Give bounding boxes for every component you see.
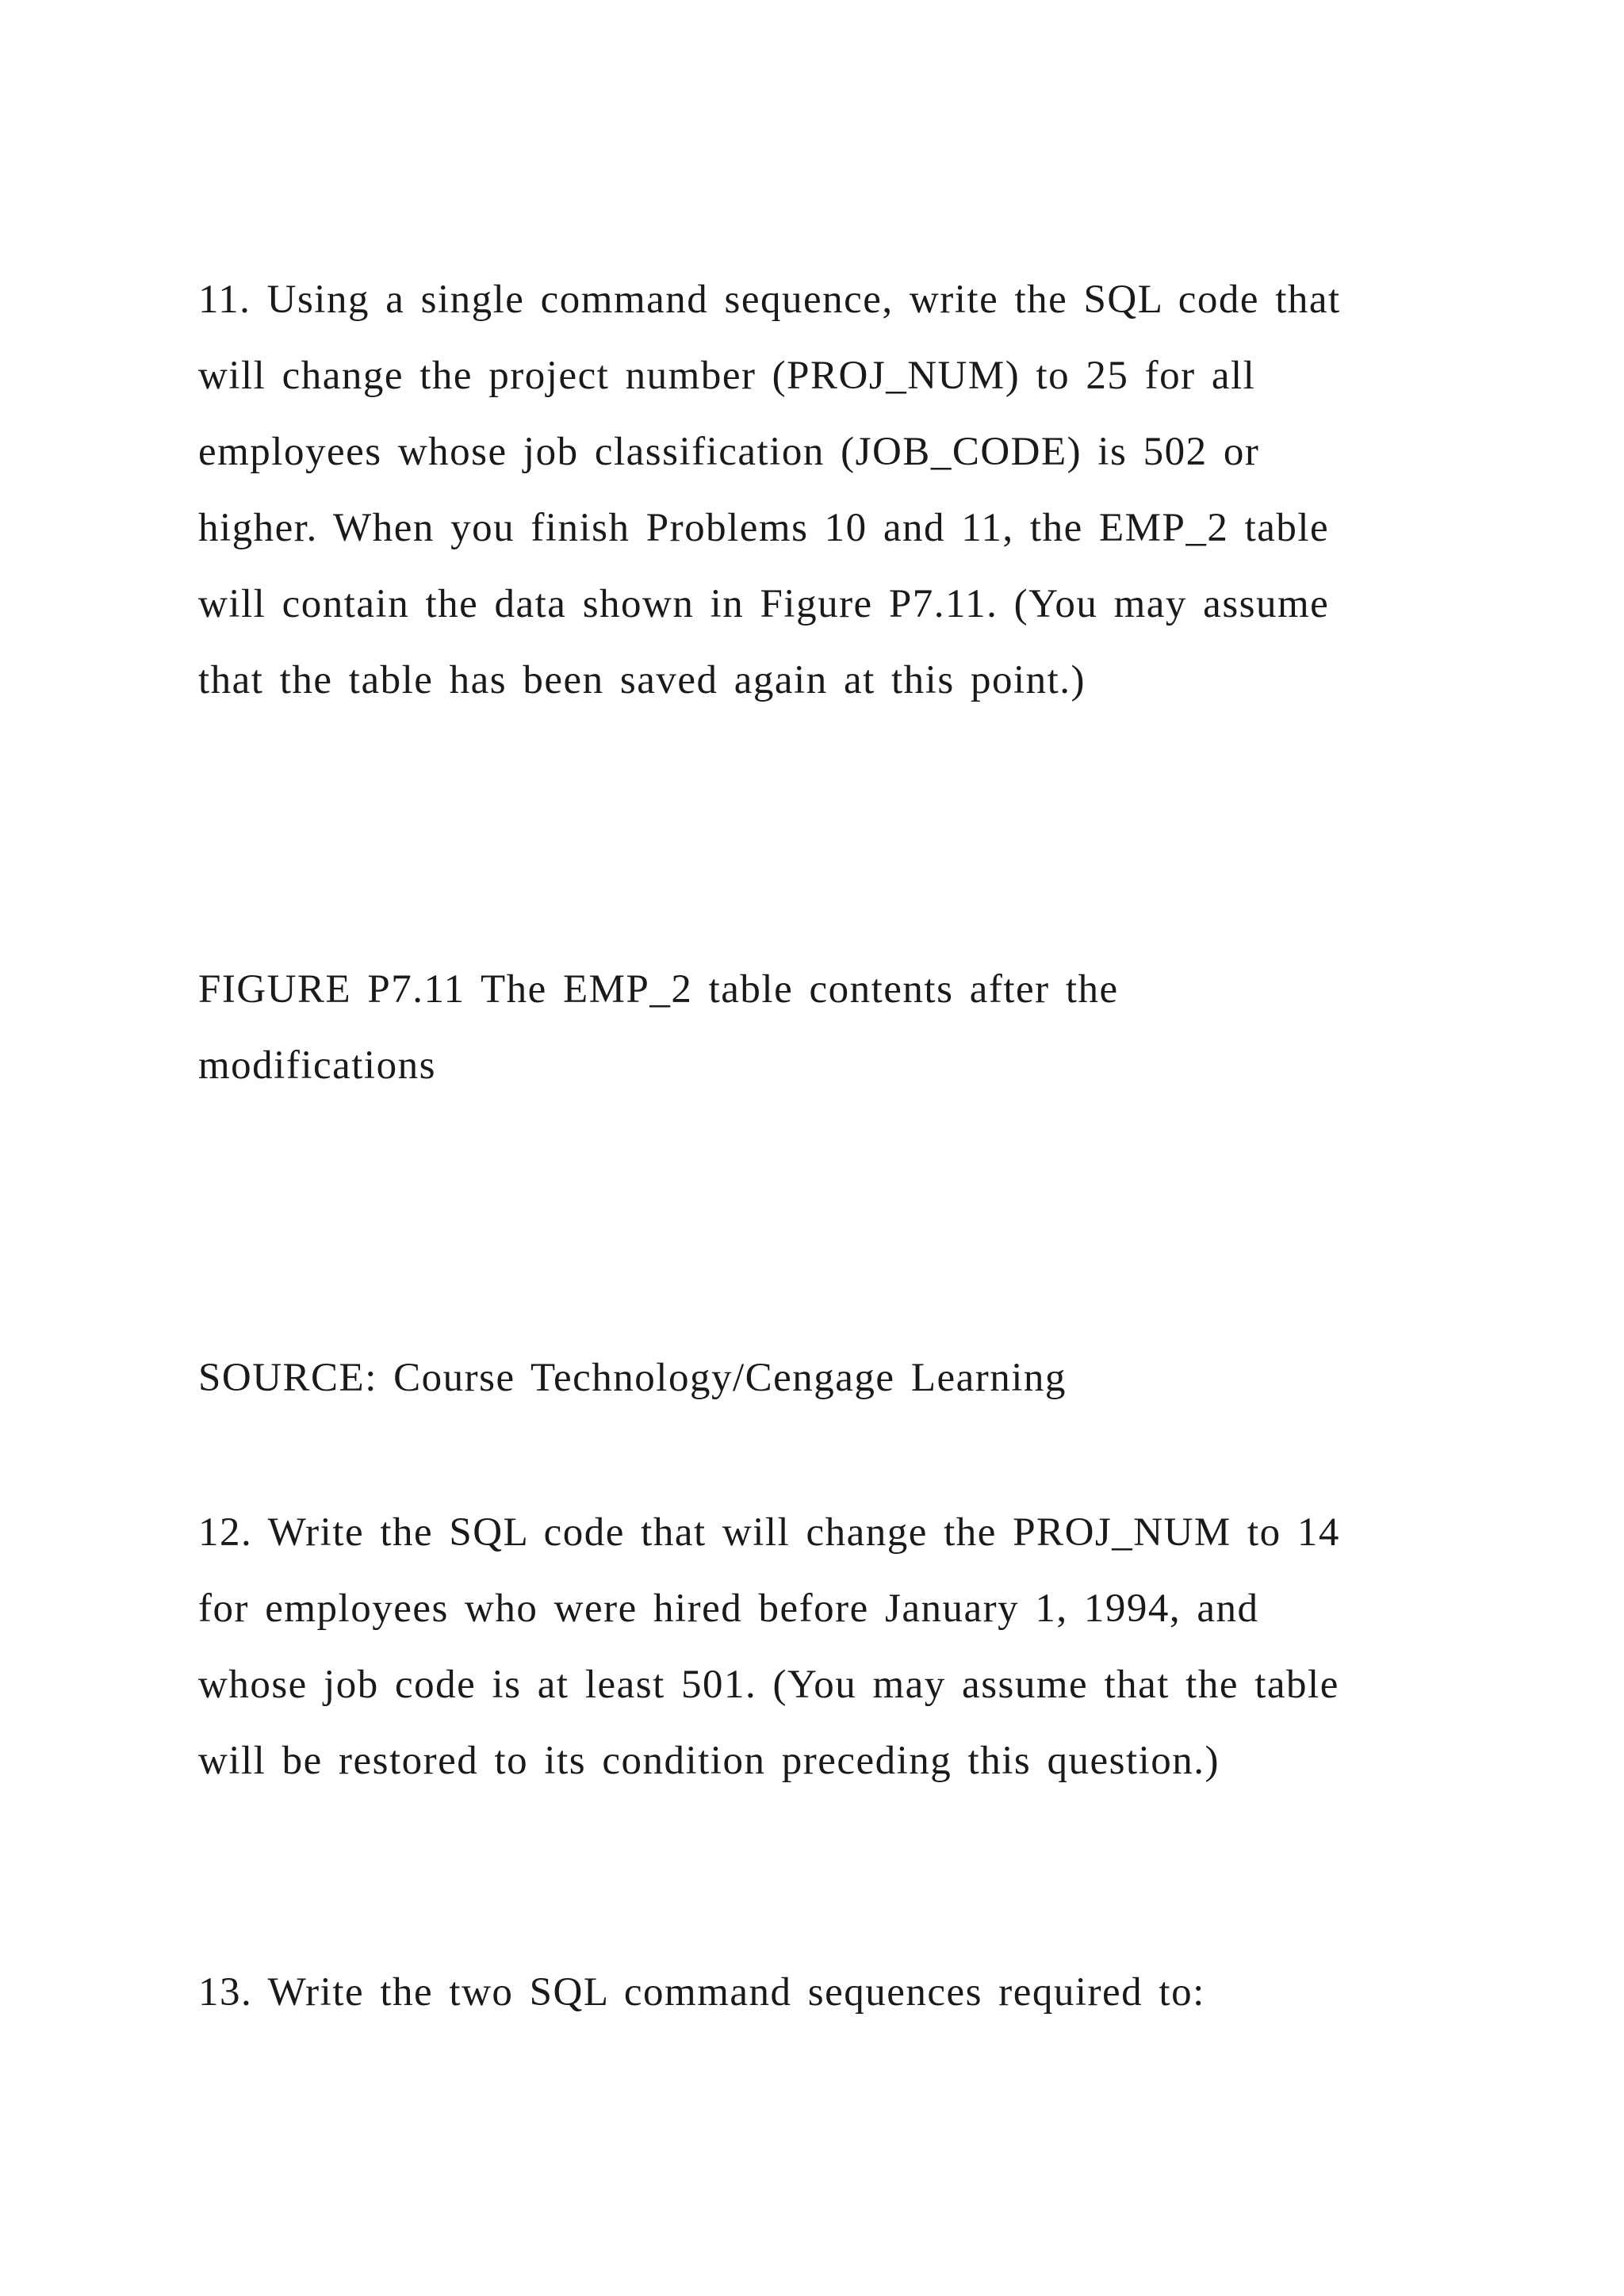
problem-11-text: [198, 262, 1483, 718]
problem-13-text: [198, 1954, 1483, 2030]
figure-caption: [198, 951, 1483, 1104]
problem-12-line: for employees who were hired before January 1, 1994, and: [198, 1586, 1259, 1631]
figure-caption-line: modifications: [198, 1043, 436, 1088]
problem-12-line: will be restored to its condition preceding this question.): [198, 1739, 1220, 1783]
problem-11-line: higher. When you finish Problems 10 and 11, the EMP_2 table: [198, 506, 1330, 550]
problem-12-line: 12. Write the SQL code that will change the PROJ_NUM to 14: [198, 1510, 1340, 1555]
problem-11-line: employees whose job classification (JOB_CODE) is 502 or: [198, 430, 1260, 474]
problem-11-line: 11. Using a single command sequence, write the SQL code that: [198, 277, 1341, 322]
problem-11-line: that the table has been saved again at this point.): [198, 658, 1086, 702]
figure-caption-line: FIGURE P7.11 The EMP_2 table contents after the: [198, 967, 1119, 1012]
source-credit: [198, 1340, 1483, 1416]
problem-11-line: will change the project number (PROJ_NUM) to 25 for all: [198, 354, 1256, 398]
source-line: SOURCE: Course Technology/Cengage Learning: [198, 1356, 1067, 1400]
problem-13-line: 13. Write the two SQL command sequences required to:: [198, 1970, 1205, 2015]
problem-11-line: will contain the data shown in Figure P7.11. (You may assume: [198, 582, 1330, 626]
problem-12-text: [198, 1494, 1483, 1799]
problem-12-line: whose job code is at least 501. (You may assume that the table: [198, 1663, 1339, 1707]
